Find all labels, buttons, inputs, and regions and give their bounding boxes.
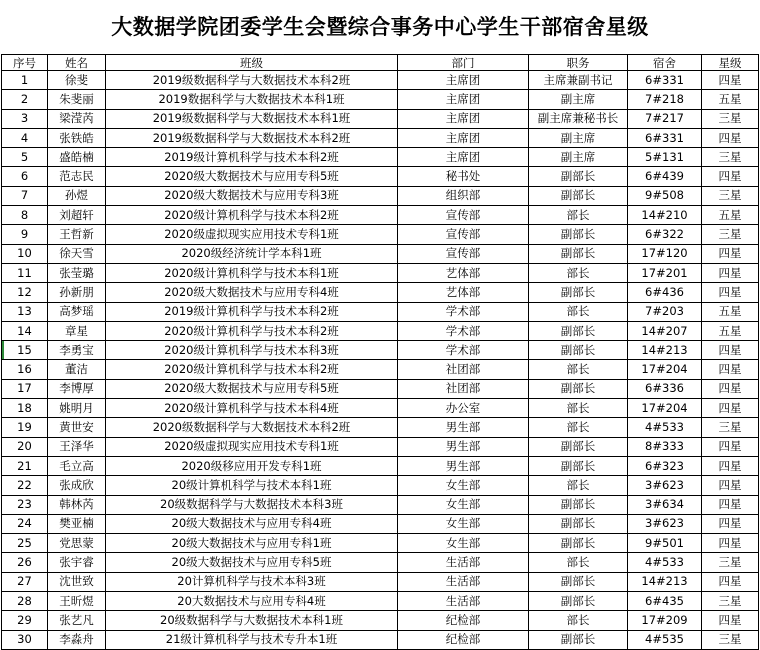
cell-dormitory[interactable]: 6#436 [628, 283, 702, 302]
dormitory-star-table [1, 54, 759, 650]
cell-dormitory[interactable]: 17#209 [628, 611, 702, 630]
cell-department[interactable]: 艺体部 [398, 263, 529, 282]
cell-name[interactable]: 王昕煜 [48, 592, 106, 611]
cell-index[interactable]: 28 [2, 592, 48, 611]
cell-star-rating[interactable]: 四星 [702, 283, 759, 302]
sheet-title: 大数据学院团委学生会暨综合事务中心学生干部宿舍星级 [111, 15, 649, 39]
cell-star-rating[interactable]: 五星 [702, 321, 759, 340]
cell-star-rating[interactable]: 四星 [702, 437, 759, 456]
cell-class[interactable]: 2019级数据科学与大数据技术本科2班 [106, 128, 398, 147]
row-change-marker [2, 341, 4, 359]
cell-name[interactable]: 沈世致 [48, 572, 106, 591]
cell-index[interactable]: 18 [2, 399, 48, 418]
table-row [2, 379, 759, 398]
cell-dormitory[interactable]: 14#210 [628, 206, 702, 225]
cell-name[interactable]: 孙新朋 [48, 283, 106, 302]
cell-name[interactable]: 王哲新 [48, 225, 106, 244]
cell-class[interactable]: 2019级计算机科学与技术本科2班 [106, 302, 398, 321]
cell-name[interactable]: 党思蒙 [48, 534, 106, 553]
cell-name[interactable]: 范志民 [48, 167, 106, 186]
table-row [2, 495, 759, 514]
cell-class[interactable]: 20级大数据技术与应用专科4班 [106, 514, 398, 533]
cell-star-rating[interactable]: 三星 [702, 225, 759, 244]
cell-index[interactable]: 27 [2, 572, 48, 591]
cell-star-rating[interactable]: 四星 [702, 514, 759, 533]
cell-department[interactable]: 学术部 [398, 321, 529, 340]
cell-class[interactable]: 20计算机科学与技术本科3班 [106, 572, 398, 591]
cell-position[interactable]: 部长 [529, 360, 628, 379]
table-row [2, 206, 759, 225]
cell-class[interactable]: 2020级大数据技术与应用专科4班 [106, 283, 398, 302]
table-row [2, 263, 759, 282]
table-row [2, 476, 759, 495]
column-header-class: 班级 [106, 55, 398, 71]
cell-class[interactable]: 2020级数据科学与大数据技术本科2班 [106, 418, 398, 437]
table-row [2, 572, 759, 591]
cell-dormitory[interactable]: 14#207 [628, 321, 702, 340]
cell-department[interactable]: 主席团 [398, 128, 529, 147]
table-row [2, 630, 759, 649]
cell-department[interactable]: 主席团 [398, 148, 529, 167]
cell-index[interactable]: 26 [2, 553, 48, 572]
cell-position[interactable]: 副主席兼秘书长 [529, 109, 628, 128]
column-header-name: 姓名 [48, 55, 106, 71]
cell-name[interactable]: 黄世安 [48, 418, 106, 437]
cell-position[interactable]: 副部长 [529, 283, 628, 302]
cell-department[interactable]: 女生部 [398, 476, 529, 495]
table-row [2, 109, 759, 128]
cell-class[interactable]: 2020级计算机科学与技术本科3班 [106, 341, 398, 360]
cell-position[interactable]: 副部长 [529, 379, 628, 398]
cell-position[interactable]: 部长 [529, 302, 628, 321]
cell-name[interactable]: 高梦瑶 [48, 302, 106, 321]
cell-star-rating[interactable]: 四星 [702, 495, 759, 514]
cell-index[interactable]: 1 [2, 71, 48, 90]
cell-department[interactable]: 生活部 [398, 572, 529, 591]
cell-star-rating[interactable]: 四星 [702, 128, 759, 147]
table-row [2, 418, 759, 437]
cell-department[interactable]: 社团部 [398, 379, 529, 398]
table-row [2, 321, 759, 340]
cell-position[interactable]: 副主席 [529, 128, 628, 147]
table-row [2, 553, 759, 572]
cell-position[interactable]: 副部长 [529, 456, 628, 475]
cell-class[interactable]: 2020级大数据技术与应用专科5班 [106, 167, 398, 186]
cell-star-rating[interactable]: 四星 [702, 456, 759, 475]
cell-class[interactable]: 2020级计算机科学与技术本科1班 [106, 263, 398, 282]
cell-department[interactable]: 男生部 [398, 456, 529, 475]
cell-star-rating[interactable]: 四星 [702, 379, 759, 398]
cell-position[interactable]: 部长 [529, 553, 628, 572]
cell-class[interactable]: 2020级计算机科学与技术本科2班 [106, 206, 398, 225]
cell-name[interactable]: 朱斐丽 [48, 90, 106, 109]
cell-department[interactable]: 女生部 [398, 495, 529, 514]
cell-dormitory[interactable]: 4#533 [628, 553, 702, 572]
cell-position[interactable]: 副部长 [529, 592, 628, 611]
cell-position[interactable]: 副部长 [529, 167, 628, 186]
cell-name[interactable]: 梁滢芮 [48, 109, 106, 128]
column-header-index: 序号 [2, 55, 48, 71]
cell-name[interactable]: 张成欣 [48, 476, 106, 495]
table-row [2, 186, 759, 205]
cell-department[interactable]: 男生部 [398, 437, 529, 456]
cell-position[interactable]: 副部长 [529, 225, 628, 244]
cell-class[interactable]: 2020级计算机科学与技术本科4班 [106, 399, 398, 418]
cell-dormitory[interactable]: 6#323 [628, 456, 702, 475]
cell-name[interactable]: 樊亚楠 [48, 514, 106, 533]
cell-department[interactable]: 社团部 [398, 360, 529, 379]
cell-position[interactable]: 副部长 [529, 437, 628, 456]
cell-dormitory[interactable]: 14#213 [628, 572, 702, 591]
cell-position[interactable]: 副部长 [529, 341, 628, 360]
cell-index[interactable]: 6 [2, 167, 48, 186]
cell-name[interactable]: 徐天雪 [48, 244, 106, 263]
cell-class[interactable]: 2020级虚拟现实应用技术专科1班 [106, 437, 398, 456]
cell-department[interactable]: 男生部 [398, 418, 529, 437]
table-row [2, 283, 759, 302]
table-row [2, 437, 759, 456]
cell-class[interactable]: 2020级移应用开发专科1班 [106, 456, 398, 475]
cell-index[interactable]: 22 [2, 476, 48, 495]
cell-index[interactable]: 16 [2, 360, 48, 379]
cell-department[interactable]: 主席团 [398, 90, 529, 109]
cell-department[interactable]: 艺体部 [398, 283, 529, 302]
cell-class[interactable]: 20级数据科学与大数据技术本科1班 [106, 611, 398, 630]
cell-department[interactable]: 宣传部 [398, 206, 529, 225]
cell-index[interactable]: 25 [2, 534, 48, 553]
cell-star-rating[interactable]: 五星 [702, 302, 759, 321]
cell-position[interactable]: 副主席 [529, 90, 628, 109]
cell-name[interactable]: 张艺凡 [48, 611, 106, 630]
cell-department[interactable]: 秘书处 [398, 167, 529, 186]
cell-class[interactable]: 2020级大数据技术与应用专科3班 [106, 186, 398, 205]
cell-star-rating[interactable]: 四星 [702, 167, 759, 186]
cell-star-rating[interactable]: 五星 [702, 206, 759, 225]
cell-position[interactable]: 副部长 [529, 244, 628, 263]
cell-position[interactable]: 副主席 [529, 148, 628, 167]
table-row [2, 611, 759, 630]
cell-index[interactable]: 21 [2, 456, 48, 475]
cell-star-rating[interactable]: 三星 [702, 186, 759, 205]
cell-dormitory[interactable]: 14#213 [628, 341, 702, 360]
cell-index[interactable]: 8 [2, 206, 48, 225]
cell-index[interactable]: 4 [2, 128, 48, 147]
table-row [2, 128, 759, 147]
table-row [2, 244, 759, 263]
cell-position[interactable]: 部长 [529, 263, 628, 282]
cell-position[interactable]: 部长 [529, 399, 628, 418]
cell-class[interactable]: 20级数据科学与大数据技术本科3班 [106, 495, 398, 514]
cell-class[interactable]: 20级大数据技术与应用专科5班 [106, 553, 398, 572]
cell-index[interactable]: 17 [2, 379, 48, 398]
cell-dormitory[interactable]: 3#623 [628, 514, 702, 533]
cell-index[interactable]: 10 [2, 244, 48, 263]
cell-name[interactable]: 李淼舟 [48, 630, 106, 649]
cell-position[interactable]: 副部长 [529, 495, 628, 514]
cell-dormitory[interactable]: 4#533 [628, 418, 702, 437]
cell-name[interactable]: 李勇宝 [48, 341, 106, 360]
cell-name[interactable]: 张铁皓 [48, 128, 106, 147]
cell-dormitory[interactable]: 5#131 [628, 148, 702, 167]
cell-dormitory[interactable]: 7#217 [628, 109, 702, 128]
cell-star-rating[interactable]: 三星 [702, 109, 759, 128]
cell-department[interactable]: 主席团 [398, 71, 529, 90]
cell-name[interactable]: 毛立高 [48, 456, 106, 475]
cell-position[interactable]: 副部长 [529, 321, 628, 340]
table-row [2, 399, 759, 418]
cell-star-rating[interactable]: 三星 [702, 630, 759, 649]
cell-department[interactable]: 主席团 [398, 109, 529, 128]
cell-index[interactable]: 3 [2, 109, 48, 128]
cell-position[interactable]: 副部长 [529, 630, 628, 649]
cell-index[interactable]: 5 [2, 148, 48, 167]
column-header-dormitory: 宿舍 [628, 55, 702, 71]
table-row [2, 302, 759, 321]
cell-dormitory[interactable]: 6#331 [628, 71, 702, 90]
cell-star-rating[interactable]: 四星 [702, 341, 759, 360]
cell-position[interactable]: 主席兼副书记 [529, 71, 628, 90]
cell-name[interactable]: 孙煜 [48, 186, 106, 205]
cell-star-rating[interactable]: 三星 [702, 553, 759, 572]
cell-dormitory[interactable]: 7#218 [628, 90, 702, 109]
cell-index[interactable]: 29 [2, 611, 48, 630]
cell-position[interactable]: 副部长 [529, 186, 628, 205]
cell-name[interactable]: 张莹璐 [48, 263, 106, 282]
table-row [2, 167, 759, 186]
cell-star-rating[interactable]: 四星 [702, 611, 759, 630]
cell-department[interactable]: 组织部 [398, 186, 529, 205]
cell-name[interactable]: 姚明月 [48, 399, 106, 418]
cell-index[interactable]: 23 [2, 495, 48, 514]
cell-star-rating[interactable]: 五星 [702, 90, 759, 109]
cell-class[interactable]: 2020级经济统计学本科1班 [106, 244, 398, 263]
table-row [2, 592, 759, 611]
cell-department[interactable]: 生活部 [398, 553, 529, 572]
cell-department[interactable]: 办公室 [398, 399, 529, 418]
cell-index[interactable]: 11 [2, 263, 48, 282]
cell-index[interactable]: 9 [2, 225, 48, 244]
cell-name[interactable]: 李博厚 [48, 379, 106, 398]
cell-position[interactable]: 部长 [529, 206, 628, 225]
cell-position[interactable]: 副部长 [529, 534, 628, 553]
cell-name[interactable]: 刘超轩 [48, 206, 106, 225]
cell-star-rating[interactable]: 四星 [702, 534, 759, 553]
cell-name[interactable]: 章星 [48, 321, 106, 340]
cell-dormitory[interactable]: 8#333 [628, 437, 702, 456]
cell-star-rating[interactable]: 四星 [702, 71, 759, 90]
table-row [2, 514, 759, 533]
cell-department[interactable]: 纪检部 [398, 630, 529, 649]
cell-class[interactable]: 20级大数据技术与应用专科1班 [106, 534, 398, 553]
cell-dormitory[interactable]: 17#204 [628, 360, 702, 379]
cell-dormitory[interactable]: 17#120 [628, 244, 702, 263]
cell-dormitory[interactable]: 6#439 [628, 167, 702, 186]
cell-class[interactable]: 20大数据技术与应用专科4班 [106, 592, 398, 611]
cell-index[interactable]: 12 [2, 283, 48, 302]
cell-star-rating[interactable]: 四星 [702, 399, 759, 418]
header-row [2, 55, 759, 71]
cell-department[interactable]: 宣传部 [398, 225, 529, 244]
cell-name[interactable]: 韩林芮 [48, 495, 106, 514]
cell-name[interactable]: 徐斐 [48, 71, 106, 90]
column-header-department: 部门 [398, 55, 529, 71]
cell-star-rating[interactable]: 三星 [702, 592, 759, 611]
cell-department[interactable]: 学术部 [398, 302, 529, 321]
cell-name[interactable]: 王泽华 [48, 437, 106, 456]
cell-index[interactable]: 14 [2, 321, 48, 340]
cell-index[interactable]: 7 [2, 186, 48, 205]
cell-star-rating[interactable]: 三星 [702, 418, 759, 437]
cell-dormitory[interactable]: 4#535 [628, 630, 702, 649]
cell-index[interactable]: 2 [2, 90, 48, 109]
cell-dormitory[interactable]: 9#508 [628, 186, 702, 205]
cell-dormitory[interactable]: 9#501 [628, 534, 702, 553]
cell-class[interactable]: 21级计算机科学与技术专升本1班 [106, 630, 398, 649]
cell-index[interactable]: 20 [2, 437, 48, 456]
cell-class[interactable]: 2019级计算机科学与技术本科2班 [106, 148, 398, 167]
cell-star-rating[interactable]: 四星 [702, 244, 759, 263]
cell-position[interactable]: 副部长 [529, 572, 628, 591]
cell-name[interactable]: 董洁 [48, 360, 106, 379]
cell-index[interactable]: 13 [2, 302, 48, 321]
table-row [2, 90, 759, 109]
cell-index[interactable]: 24 [2, 514, 48, 533]
table-row [2, 148, 759, 167]
cell-department[interactable]: 女生部 [398, 514, 529, 533]
cell-class[interactable]: 2020级大数据技术与应用专科5班 [106, 379, 398, 398]
cell-position[interactable]: 部长 [529, 418, 628, 437]
cell-dormitory[interactable]: 6#336 [628, 379, 702, 398]
table-row [2, 225, 759, 244]
cell-index[interactable]: 30 [2, 630, 48, 649]
cell-dormitory[interactable]: 17#201 [628, 263, 702, 282]
cell-star-rating[interactable]: 四星 [702, 360, 759, 379]
cell-dormitory[interactable]: 6#322 [628, 225, 702, 244]
cell-dormitory[interactable]: 6#331 [628, 128, 702, 147]
cell-dormitory[interactable]: 17#204 [628, 399, 702, 418]
cell-class[interactable]: 2019级数据科学与大数据技术本科2班 [106, 71, 398, 90]
table-row [2, 71, 759, 90]
cell-star-rating[interactable]: 四星 [702, 263, 759, 282]
cell-dormitory[interactable]: 3#623 [628, 476, 702, 495]
cell-star-rating[interactable]: 四星 [702, 572, 759, 591]
table-row [2, 360, 759, 379]
cell-class[interactable]: 2020级虚拟现实应用技术专科1班 [106, 225, 398, 244]
cell-class[interactable]: 20级计算机科学与技术本科1班 [106, 476, 398, 495]
column-header-star-rating: 星级 [702, 55, 759, 71]
cell-index[interactable]: 15 [2, 341, 48, 360]
table-row [2, 456, 759, 475]
cell-dormitory[interactable]: 3#634 [628, 495, 702, 514]
cell-dormitory[interactable]: 6#435 [628, 592, 702, 611]
cell-class[interactable]: 2020级计算机科学与技术本科2班 [106, 360, 398, 379]
cell-department[interactable]: 女生部 [398, 534, 529, 553]
cell-department[interactable]: 纪检部 [398, 611, 529, 630]
table-row [2, 341, 759, 360]
cell-position[interactable]: 部长 [529, 476, 628, 495]
cell-star-rating[interactable]: 三星 [702, 148, 759, 167]
cell-class[interactable]: 2020级计算机科学与技术本科2班 [106, 321, 398, 340]
cell-department[interactable]: 学术部 [398, 341, 529, 360]
cell-department[interactable]: 宣传部 [398, 244, 529, 263]
cell-dormitory[interactable]: 7#203 [628, 302, 702, 321]
cell-position[interactable]: 部长 [529, 611, 628, 630]
cell-class[interactable]: 2019级数据科学与大数据技术本科1班 [106, 109, 398, 128]
cell-class[interactable]: 2019数据科学与大数据技术本科1班 [106, 90, 398, 109]
table-body [2, 71, 759, 650]
cell-name[interactable]: 张宇睿 [48, 553, 106, 572]
cell-name[interactable]: 盛皓楠 [48, 148, 106, 167]
cell-department[interactable]: 生活部 [398, 592, 529, 611]
cell-star-rating[interactable]: 四星 [702, 476, 759, 495]
column-header-position: 职务 [529, 55, 628, 71]
table-row [2, 534, 759, 553]
cell-index[interactable]: 19 [2, 418, 48, 437]
cell-position[interactable]: 副部长 [529, 514, 628, 533]
